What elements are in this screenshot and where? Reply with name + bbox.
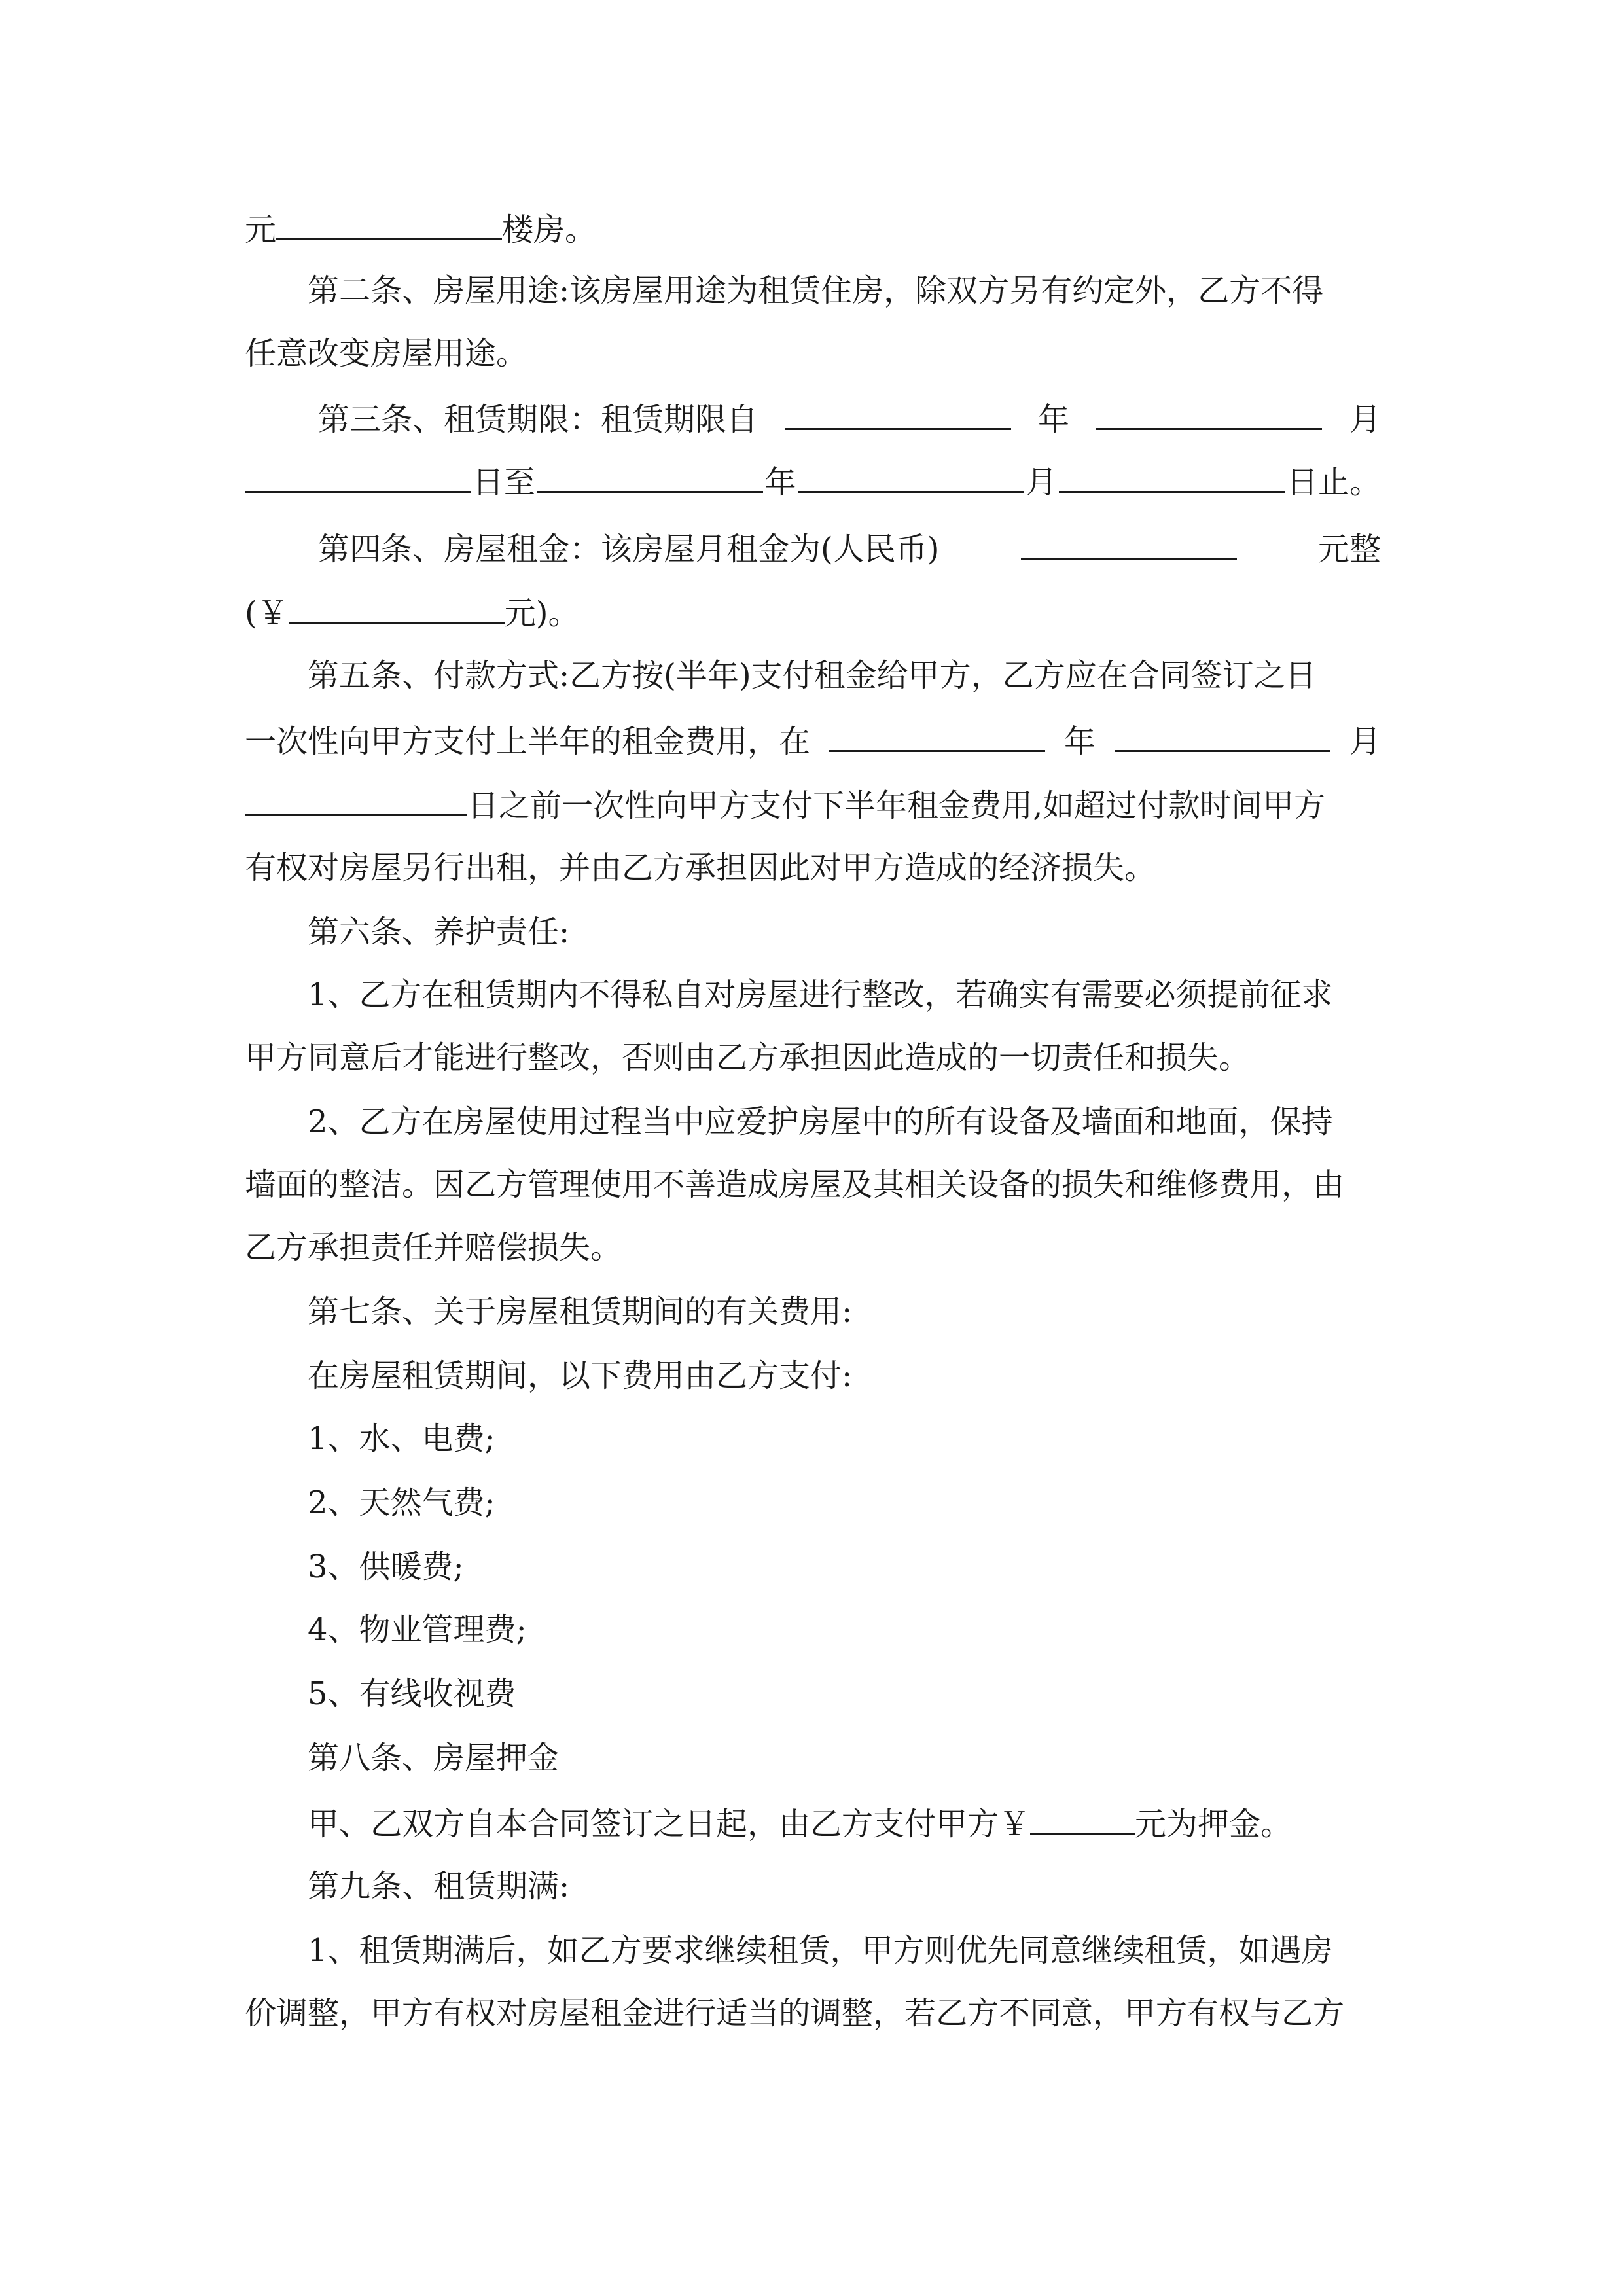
text-segment: 任意改变房屋用途。 <box>245 335 528 372</box>
text-segment: 年 <box>1063 723 1096 760</box>
article-6-item-1 <box>308 969 1381 1021</box>
text-segment: 元为押金。 <box>1135 1806 1293 1842</box>
fill-in-blank <box>245 454 471 493</box>
fill-in-blank <box>1030 1796 1135 1835</box>
fill-in-blank <box>1021 521 1237 560</box>
fill-in-blank <box>785 391 1011 430</box>
text-segment: 元)。 <box>504 595 580 632</box>
text-line-fragment <box>245 202 1381 254</box>
article-3-line <box>318 391 1381 444</box>
article-5-line-2 <box>245 713 1381 766</box>
text-segment: 日之前一次性向甲方支付下半年租金费用,如超过付款时间甲方 <box>467 787 1326 824</box>
fill-in-blank <box>798 454 1024 493</box>
fee-item <box>308 1412 1381 1465</box>
text-segment: 4、物业管理费; <box>308 1611 527 1648</box>
article-6-item-2-cont <box>245 1158 1381 1211</box>
article-2-line <box>308 264 1381 317</box>
fee-item <box>308 1541 1381 1593</box>
fee-item <box>308 1604 1381 1656</box>
text-segment: 墙面的整洁。因乙方管理使用不善造成房屋及其相关设备的损失和维修费用，由 <box>245 1166 1345 1203</box>
text-segment: 在房屋租赁期间，以下费用由乙方支付: <box>308 1357 853 1394</box>
article-8-heading <box>308 1732 1381 1784</box>
text-segment: 楼房。 <box>502 211 597 248</box>
article-6-item-2-cont-2 <box>245 1221 1381 1274</box>
text-segment: 5、有线收视费 <box>308 1676 516 1712</box>
article-5-line-4 <box>245 842 1381 894</box>
text-segment: 第二条、房屋用途:该房屋用途为租赁住房，除双方另有约定外，乙方不得 <box>308 272 1324 309</box>
article-6-heading <box>308 906 1381 958</box>
article-6-item-2 <box>308 1096 1381 1148</box>
text-segment: 价调整，甲方有权对房屋租金进行适当的调整，若乙方不同意，甲方有权与乙方 <box>245 1995 1345 2032</box>
text-segment: 元 <box>245 211 277 248</box>
text-segment: 2、天然气费; <box>308 1484 495 1521</box>
text-segment: 甲方同意后才能进行整改，否则由乙方承担因此造成的一切责任和损失。 <box>245 1039 1251 1076</box>
article-4-line <box>318 521 1381 573</box>
fill-in-blank <box>276 202 502 240</box>
text-segment: 1、水、电费; <box>308 1420 495 1457</box>
fill-in-blank <box>537 454 763 493</box>
text-segment: 有权对房屋另行出租，并由乙方承担因此对甲方造成的经济损失。 <box>245 850 1156 886</box>
article-9-item-1 <box>308 1924 1381 1977</box>
text-segment: 第八条、房屋押金 <box>308 1740 560 1776</box>
fill-in-blank <box>245 778 467 816</box>
fill-in-blank <box>829 713 1045 752</box>
text-segment: 第七条、关于房屋租赁期间的有关费用: <box>308 1293 853 1330</box>
text-segment: 1、租赁期满后，如乙方要求继续租赁，甲方则优先同意继续租赁，如遇房 <box>308 1932 1333 1969</box>
text-segment: 元整 <box>1317 531 1381 567</box>
text-segment: 月 <box>1026 464 1058 501</box>
article-9-item-1-cont <box>245 1987 1381 2039</box>
article-3-line-cont <box>245 454 1381 507</box>
text-segment: 日至 <box>472 464 535 501</box>
text-segment: 年 <box>1037 401 1069 438</box>
article-5-line-3 <box>245 778 1381 830</box>
text-segment: 第三条、租赁期限：租赁期限自 <box>318 401 758 438</box>
text-segment: 第五条、付款方式:乙方按(半年)支付租金给甲方，乙方应在合同签订之日 <box>308 657 1317 694</box>
text-segment: 第六条、养护责任: <box>308 914 570 950</box>
article-7-intro <box>308 1350 1381 1402</box>
text-segment: 日止。 <box>1286 464 1381 501</box>
text-segment: 甲、乙双方自本合同签订之日起，由乙方支付甲方￥ <box>308 1806 1031 1842</box>
article-4-line-cont <box>245 585 1381 637</box>
fill-in-blank <box>1115 713 1330 752</box>
fee-item <box>308 1668 1381 1720</box>
article-7-heading <box>308 1285 1381 1338</box>
text-segment: 一次性向甲方支付上半年的租金费用，在 <box>245 723 811 760</box>
article-6-item-1-cont <box>245 1031 1381 1084</box>
fill-in-blank <box>1096 391 1322 430</box>
text-segment: 年 <box>764 464 796 501</box>
article-5-line <box>308 649 1381 702</box>
text-segment: 月 <box>1349 723 1381 760</box>
text-segment: 3、供暖费; <box>308 1549 464 1585</box>
fee-item <box>308 1477 1381 1529</box>
article-9-heading <box>308 1860 1381 1912</box>
text-segment: 2、乙方在房屋使用过程当中应爱护房屋中的所有设备及墙面和地面，保持 <box>308 1103 1333 1140</box>
text-segment: 第四条、房屋租金：该房屋月租金为(人民币) <box>318 531 940 567</box>
fill-in-blank <box>289 585 505 624</box>
text-segment: 月 <box>1349 401 1381 438</box>
text-segment: 乙方承担责任并赔偿损失。 <box>245 1229 622 1266</box>
fill-in-blank <box>1059 454 1285 493</box>
text-segment: 1、乙方在租赁期内不得私自对房屋进行整改，若确实有需要必须提前征求 <box>308 977 1333 1013</box>
article-2-line-cont <box>245 327 1381 380</box>
text-segment: (￥ <box>245 595 289 632</box>
text-segment: 第九条、租赁期满: <box>308 1868 570 1905</box>
article-8-body <box>308 1796 1381 1848</box>
